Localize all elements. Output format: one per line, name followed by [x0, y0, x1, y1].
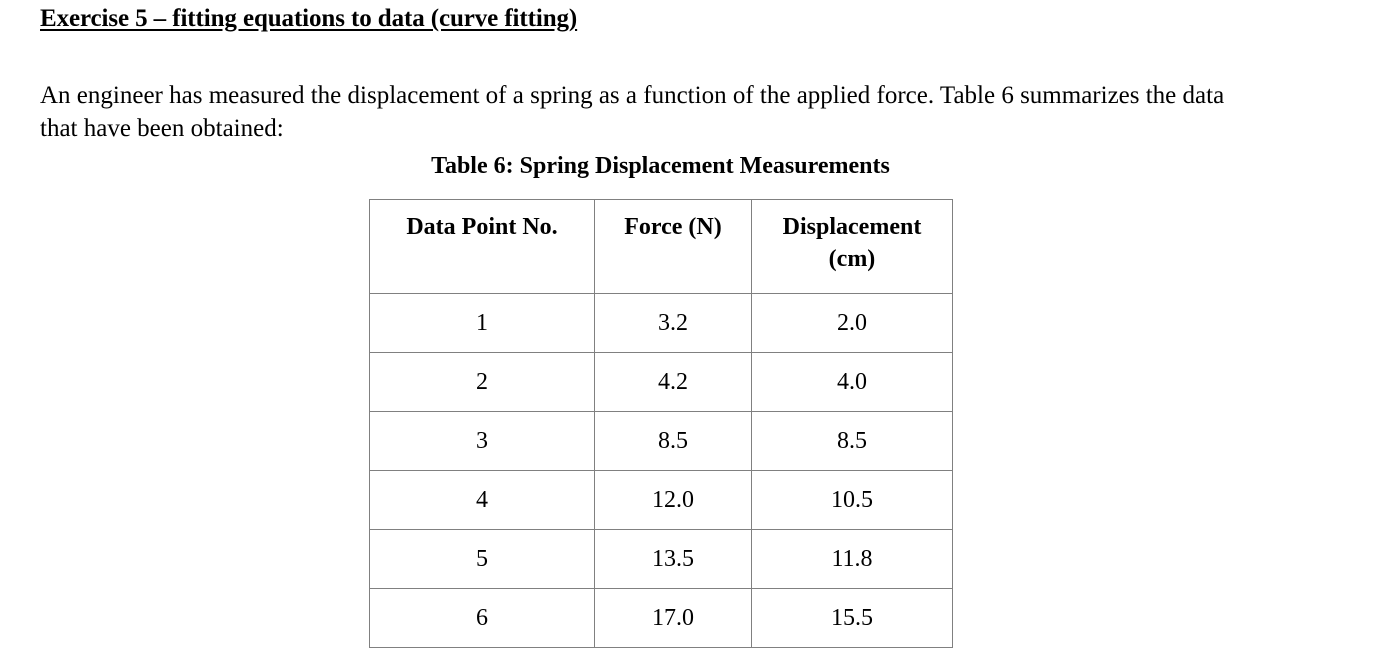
table-caption: Table 6: Spring Displacement Measurements	[431, 153, 890, 179]
cell-data-point-no: 4	[370, 471, 595, 530]
cell-force: 17.0	[595, 589, 752, 648]
column-header-displacement-line1: Displacement	[782, 214, 922, 240]
cell-displacement: 2.0	[752, 294, 953, 353]
spring-displacement-table	[369, 199, 953, 648]
cell-force: 12.0	[595, 471, 752, 530]
column-header-displacement	[752, 200, 953, 294]
column-header-data-point-no: Data Point No.	[370, 200, 595, 294]
cell-force: 8.5	[595, 412, 752, 471]
table-row	[370, 471, 953, 530]
cell-force: 4.2	[595, 353, 752, 412]
cell-data-point-no: 6	[370, 589, 595, 648]
table-body	[370, 294, 953, 648]
cell-force: 3.2	[595, 294, 752, 353]
table-row	[370, 589, 953, 648]
exercise-heading: Exercise 5 – fitting equations to data (curve fitting)	[40, 5, 578, 32]
column-header-displacement-line2: (cm)	[828, 246, 876, 272]
table-row	[370, 294, 953, 353]
column-header-force: Force (N)	[595, 200, 752, 294]
cell-data-point-no: 5	[370, 530, 595, 589]
table-header-row	[370, 200, 953, 294]
cell-data-point-no: 3	[370, 412, 595, 471]
cell-displacement: 8.5	[752, 412, 953, 471]
cell-displacement: 15.5	[752, 589, 953, 648]
cell-data-point-no: 1	[370, 294, 595, 353]
cell-displacement: 4.0	[752, 353, 953, 412]
table-header	[370, 200, 953, 294]
cell-displacement: 11.8	[752, 530, 953, 589]
cell-data-point-no: 2	[370, 353, 595, 412]
cell-force: 13.5	[595, 530, 752, 589]
cell-displacement: 10.5	[752, 471, 953, 530]
table-row	[370, 530, 953, 589]
exercise-description-paragraph: An engineer has measured the displacement of a spring as a function of the applied force. Table 6 summarizes the data that have been obtained:	[40, 82, 1225, 142]
table-row	[370, 353, 953, 412]
table-row	[370, 412, 953, 471]
